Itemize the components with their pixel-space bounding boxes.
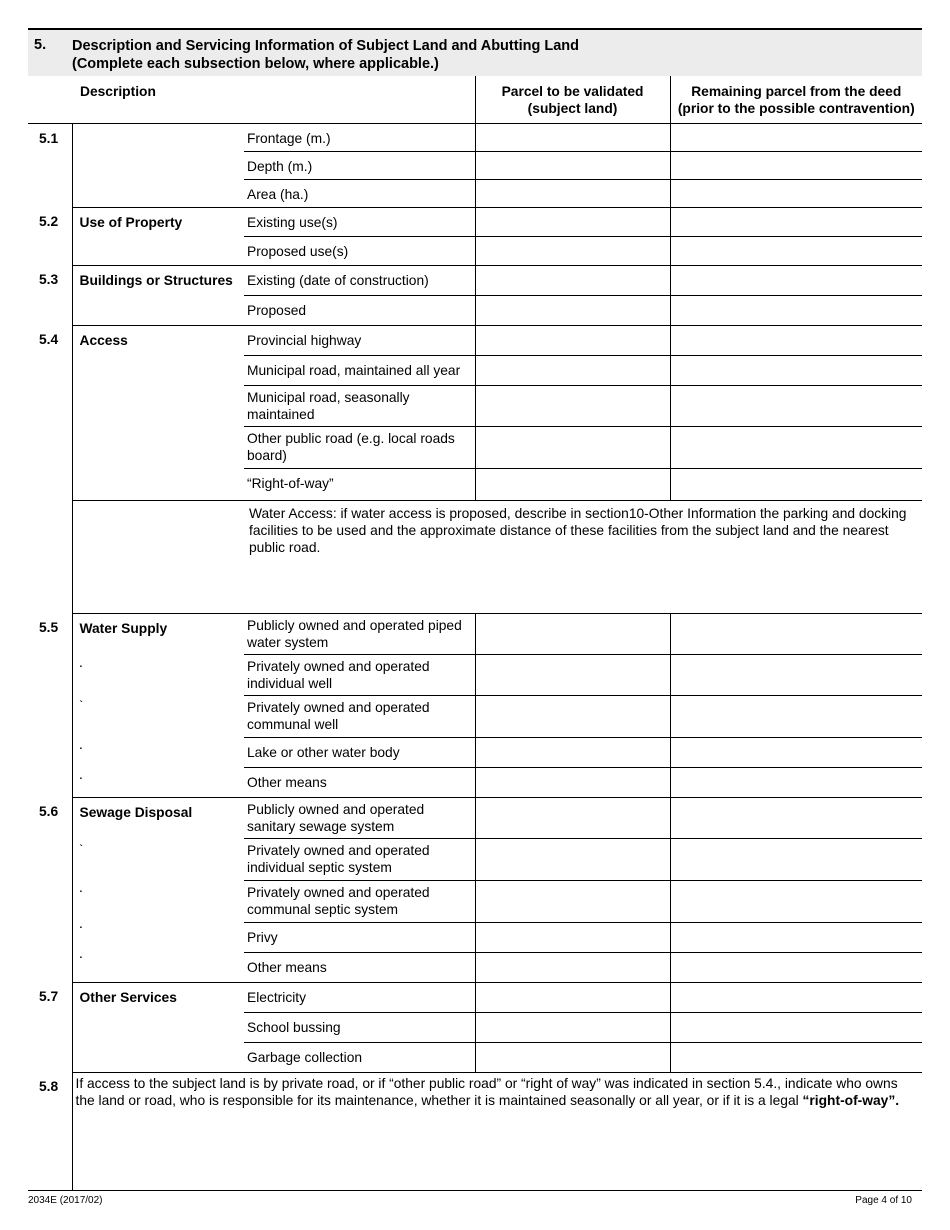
water-body-remaining-field[interactable]	[670, 737, 922, 767]
right-of-way-remaining-field[interactable]	[670, 468, 922, 500]
existing-building-remaining-field[interactable]	[670, 265, 922, 295]
header-remaining-line1: Remaining parcel from the deed	[691, 84, 902, 99]
sewage-mark-3: .	[79, 919, 83, 931]
proposed-use-label: Proposed use(s)	[244, 236, 475, 265]
individual-septic-parcel-field[interactable]	[475, 838, 670, 880]
garbage-collection-remaining-field[interactable]	[670, 1042, 922, 1072]
municipal-road-seasonal-parcel-field[interactable]	[475, 385, 670, 426]
section-5-2-number: 5.2	[28, 207, 72, 265]
header-parcel-line2: (subject land)	[527, 101, 618, 116]
school-bussing-remaining-field[interactable]	[670, 1012, 922, 1042]
proposed-building-remaining-field[interactable]	[670, 295, 922, 325]
section-5-5-label	[72, 613, 244, 797]
water-supply-mark-3: .	[79, 740, 83, 752]
area-remaining-field[interactable]	[670, 179, 922, 207]
section-5-5-number: 5.5	[28, 613, 72, 797]
communal-septic-label: Privately owned and operated communal septic system	[244, 880, 475, 922]
section-5-3-number: 5.3	[28, 265, 72, 325]
right-of-way-label: “Right-of-way”	[244, 468, 475, 500]
header-remaining-line2: (prior to the possible contravention)	[677, 101, 915, 116]
water-supply-mark-1: .	[79, 658, 83, 670]
electricity-parcel-field[interactable]	[475, 982, 670, 1012]
row-existing-use	[28, 207, 922, 236]
section-5-8-number: 5.8	[28, 1072, 72, 1190]
existing-use-remaining-field[interactable]	[670, 207, 922, 236]
section-5-1-number: 5.1	[28, 123, 72, 207]
frontage-remaining-field[interactable]	[670, 123, 922, 151]
provincial-highway-label: Provincial highway	[244, 325, 475, 355]
sewage-mark-1: `	[79, 843, 83, 855]
private-road-info-bold: “right-of-way”.	[802, 1092, 900, 1108]
sewage-disposal-label: Sewage Disposal	[79, 804, 193, 820]
row-public-sewage	[28, 797, 922, 838]
proposed-building-parcel-field[interactable]	[475, 295, 670, 325]
section-title	[72, 37, 579, 73]
servicing-table	[28, 76, 922, 1190]
electricity-remaining-field[interactable]	[670, 982, 922, 1012]
section-5-7-number: 5.7	[28, 982, 72, 1072]
row-provincial-highway	[28, 325, 922, 355]
depth-parcel-field[interactable]	[475, 151, 670, 179]
row-private-road-info	[28, 1072, 922, 1190]
communal-well-parcel-field[interactable]	[475, 695, 670, 737]
section-5-1-label	[72, 123, 244, 207]
header-row	[28, 76, 922, 123]
public-sewage-parcel-field[interactable]	[475, 797, 670, 838]
public-water-label: Publicly owned and operated piped water system	[244, 613, 475, 654]
sewage-other-parcel-field[interactable]	[475, 952, 670, 982]
municipal-road-seasonal-label: Municipal road, seasonally maintained	[244, 385, 475, 426]
frontage-parcel-field[interactable]	[475, 123, 670, 151]
existing-use-parcel-field[interactable]	[475, 207, 670, 236]
municipal-road-all-year-remaining-field[interactable]	[670, 355, 922, 385]
row-frontage	[28, 123, 922, 151]
section-number: 5.	[34, 37, 47, 53]
individual-well-label: Privately owned and operated individual well	[244, 654, 475, 695]
header-remaining	[670, 76, 922, 123]
municipal-road-all-year-parcel-field[interactable]	[475, 355, 670, 385]
section-5-6-number: 5.6	[28, 797, 72, 982]
individual-septic-remaining-field[interactable]	[670, 838, 922, 880]
municipal-road-seasonal-remaining-field[interactable]	[670, 385, 922, 426]
privy-label: Privy	[244, 922, 475, 952]
individual-well-parcel-field[interactable]	[475, 654, 670, 695]
water-access-note[interactable]: Water Access: if water access is proposed, describe in section10-Other Information the parking and docking facilities to be used and the approximate distance of these facilities from the subject land and the nearest public road.	[244, 500, 922, 613]
header-parcel-line1: Parcel to be validated	[501, 84, 644, 99]
proposed-use-remaining-field[interactable]	[670, 236, 922, 265]
section-5-7-label: Other Services	[72, 982, 244, 1072]
depth-remaining-field[interactable]	[670, 151, 922, 179]
section-header	[28, 28, 922, 76]
header-description: Description	[28, 76, 475, 123]
communal-well-label: Privately owned and operated communal well	[244, 695, 475, 737]
provincial-highway-remaining-field[interactable]	[670, 325, 922, 355]
municipal-road-all-year-label: Municipal road, maintained all year	[244, 355, 475, 385]
public-water-remaining-field[interactable]	[670, 613, 922, 654]
section-5-4-number: 5.4	[28, 325, 72, 613]
provincial-highway-parcel-field[interactable]	[475, 325, 670, 355]
water-supply-label: Water Supply	[79, 620, 168, 636]
section-5-2-label: Use of Property	[72, 207, 244, 265]
public-sewage-label: Publicly owned and operated sanitary sewage system	[244, 797, 475, 838]
public-sewage-remaining-field[interactable]	[670, 797, 922, 838]
header-parcel	[475, 76, 670, 123]
school-bussing-label: School bussing	[244, 1012, 475, 1042]
individual-septic-label: Privately owned and operated individual septic system	[244, 838, 475, 880]
privy-remaining-field[interactable]	[670, 922, 922, 952]
sewage-other-remaining-field[interactable]	[670, 952, 922, 982]
section-title-line1: Description and Servicing Information of Subject Land and Abutting Land	[72, 38, 579, 54]
individual-well-remaining-field[interactable]	[670, 654, 922, 695]
public-water-parcel-field[interactable]	[475, 613, 670, 654]
water-supply-mark-2: `	[79, 699, 83, 711]
section-5-4-label: Access	[72, 325, 244, 500]
electricity-label: Electricity	[244, 982, 475, 1012]
page-number: Page 4 of 10	[855, 1195, 912, 1206]
other-public-road-remaining-field[interactable]	[670, 426, 922, 468]
existing-building-label: Existing (date of construction)	[244, 265, 475, 295]
existing-building-parcel-field[interactable]	[475, 265, 670, 295]
garbage-collection-label: Garbage collection	[244, 1042, 475, 1072]
privy-parcel-field[interactable]	[475, 922, 670, 952]
row-public-water	[28, 613, 922, 654]
area-parcel-field[interactable]	[475, 179, 670, 207]
proposed-use-parcel-field[interactable]	[475, 236, 670, 265]
other-public-road-parcel-field[interactable]	[475, 426, 670, 468]
communal-well-remaining-field[interactable]	[670, 695, 922, 737]
communal-septic-parcel-field[interactable]	[475, 880, 670, 922]
water-body-label: Lake or other water body	[244, 737, 475, 767]
section-5-6-label	[72, 797, 244, 982]
section-title-line2: (Complete each subsection below, where applicable.)	[72, 56, 439, 72]
section-5-3-label: Buildings or Structures	[72, 265, 244, 325]
sewage-other-label: Other means	[244, 952, 475, 982]
other-public-road-label: Other public road (e.g. local roads board)	[244, 426, 475, 468]
water-other-remaining-field[interactable]	[670, 767, 922, 797]
water-other-parcel-field[interactable]	[475, 767, 670, 797]
right-of-way-parcel-field[interactable]	[475, 468, 670, 500]
footer-rule	[28, 1190, 922, 1191]
garbage-collection-parcel-field[interactable]	[475, 1042, 670, 1072]
water-other-label: Other means	[244, 767, 475, 797]
water-body-parcel-field[interactable]	[475, 737, 670, 767]
row-existing-building	[28, 265, 922, 295]
row-electricity	[28, 982, 922, 1012]
area-label: Area (ha.)	[244, 179, 475, 207]
private-road-info-text: If access to the subject land is by private road, or if “other public road” or “right of way” was indicated in section 5.4., indicate who owns the land or road, who is responsible for its maintenance, whether it is maintained seasonally or all year, or if it is a legal	[75, 1075, 898, 1108]
school-bussing-parcel-field[interactable]	[475, 1012, 670, 1042]
communal-septic-remaining-field[interactable]	[670, 880, 922, 922]
sewage-mark-4: .	[79, 949, 83, 961]
frontage-label: Frontage (m.)	[244, 123, 475, 151]
proposed-building-label: Proposed	[244, 295, 475, 325]
form-id: 2034E (2017/02)	[28, 1195, 103, 1206]
water-supply-mark-4: .	[79, 770, 83, 782]
depth-label: Depth (m.)	[244, 151, 475, 179]
private-road-info-field[interactable]	[72, 1072, 922, 1190]
section-5-4-spacer	[72, 500, 244, 613]
existing-use-label: Existing use(s)	[244, 207, 475, 236]
sewage-mark-2: .	[79, 883, 83, 895]
row-water-access	[28, 500, 922, 613]
